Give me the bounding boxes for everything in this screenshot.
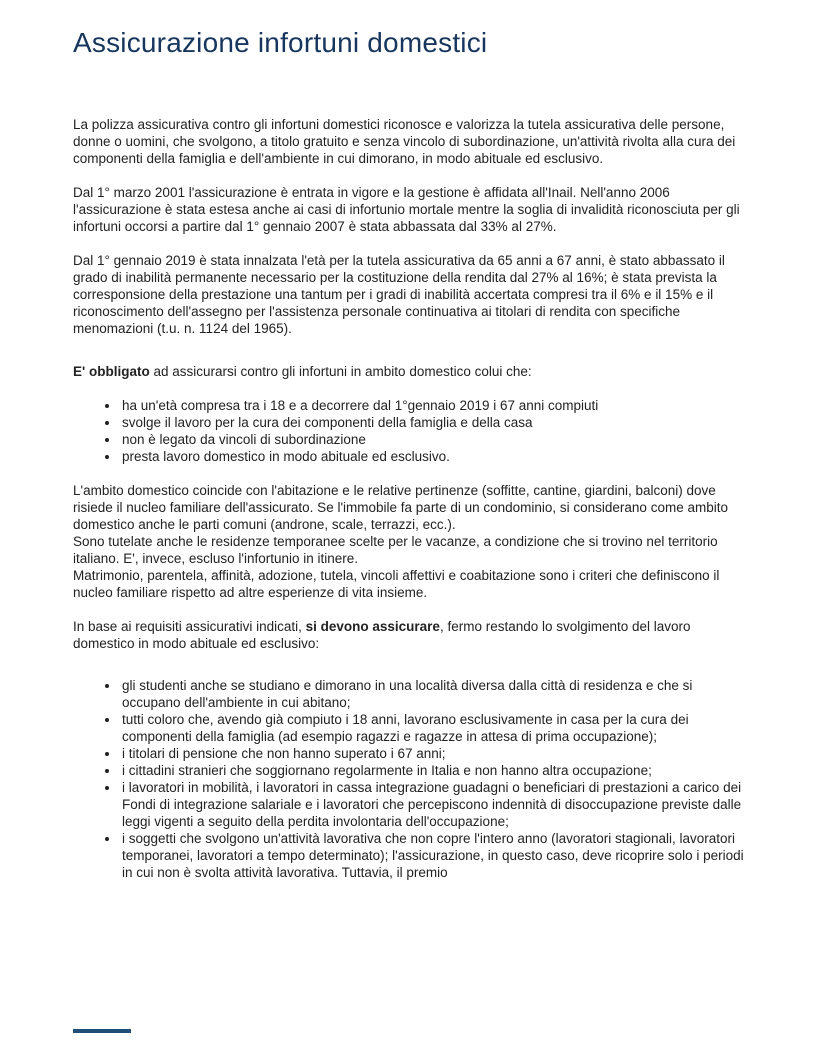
page-bottom-rule <box>73 1029 131 1033</box>
obligation-rest-text: ad assicurarsi contro gli infortuni in ambito domestico colui che: <box>149 364 532 379</box>
paragraph-domestic-scope <box>73 482 748 601</box>
list-item: • presta lavoro domestico in modo abituale ed esclusivo. <box>120 448 748 465</box>
list-item: • ha un'età compresa tra i 18 e a decorrere dal 1°gennaio 2019 i 67 anni compiuti <box>120 397 748 414</box>
list-item: • i titolari di pensione che non hanno superato i 67 anni; <box>120 745 748 762</box>
list-item: • i soggetti che svolgono un'attività lavorativa che non copre l'intero anno (lavoratori stagionali, lavoratori temporanei, lavoratori a tempo determinato); l'assicurazione, in questo caso, deve ricoprire solo i periodi in cui non è svolta attività lavorativa. Tuttavia, il premio <box>120 830 748 881</box>
must-insure-pre-text: In base ai requisiti assicurativi indicati, <box>73 619 306 634</box>
requirements-list <box>73 397 748 465</box>
page-title: Assicurazione infortuni domestici <box>73 27 488 58</box>
list-item: • svolge il lavoro per la cura dei componenti della famiglia e della casa <box>120 414 748 431</box>
list-item: • i cittadini stranieri che soggiornano regolarmente in Italia e non hanno altra occupazione; <box>120 762 748 779</box>
paragraph-intro: La polizza assicurativa contro gli infortuni domestici riconosce e valorizza la tutela assicurativa delle persone, donne o uomini, che svolgono, a titolo gratuito e senza vincolo di subordinazione, un'attività rivolta alla cura dei componenti della famiglia e dell'ambiente in cui dimorano, in modo abituale ed esclusivo. <box>73 117 736 166</box>
list-item: • tutti coloro che, avendo già compiuto i 18 anni, lavorano esclusivamente in casa per la cura dei componenti della famiglia (ad esempio ragazzi e ragazze in attesa di prima occupazione); <box>120 711 748 745</box>
paragraph-must-insure <box>73 618 748 652</box>
list-item: • gli studenti anche se studiano e dimorano in una località diversa dalla città di residenza e che si occupano dell'ambiente in cui abitano; <box>120 677 748 711</box>
must-insure-post-text: , fermo restando lo svolgimento del lavoro domestico in modo abituale ed esclusivo: <box>73 619 691 651</box>
domestic-scope-line-1: L'ambito domestico coincide con l'abitazione e le relative pertinenze (soffitte, cantine, giardini, balconi) dove risiede il nucleo familiare dell'assicurato. Se l'immobile fa parte di un condominio, si considerano come ambito domestico anche le parti comuni (androne, scale, terrazzi, ecc.). <box>73 483 728 532</box>
list-item: • i lavoratori in mobilità, i lavoratori in cassa integrazione guadagni o beneficiari di prestazioni a carico dei Fondi di integrazione salariale e i lavoratori che percepiscono indennità di disoccupazione previste dalle leggi vigenti a seguito della perdita involontaria dell'occupazione; <box>120 779 748 830</box>
must-insure-bold-text: si devono assicurare <box>305 619 440 634</box>
paragraph-obligation <box>73 363 748 380</box>
domestic-scope-line-2: Sono tutelate anche le residenze temporanee scelte per le vacanze, a condizione che si trovino nel territorio italiano. E', invece, escluso l'infortunio in itinere. <box>73 534 718 566</box>
paragraph-reform-2019: Dal 1° gennaio 2019 è stata innalzata l'età per la tutela assicurativa da 65 anni a 67 anni, è stato abbassato il grado di inabilità permanente necessario per la costituzione della rendita dal 27% al 16%; è stata prevista la corresponsione della prestazione una tantum per i gradi di inabilità accertata compresi tra il 6% e il 15% e il riconoscimento dell'assegno per l'assistenza personale continuativa ai titolari di rendita con specifiche menomazioni (t.u. n. 1124 del 1965). <box>73 253 725 336</box>
obligation-bold-text: E' obbligato <box>73 364 150 379</box>
domestic-scope-line-3: Matrimonio, parentela, affinità, adozione, tutela, vincoli affettivi e coabitazione sono i criteri che definiscono il nucleo familiare rispetto ad altre esperienze di vita insieme. <box>73 568 720 600</box>
paragraph-history: Dal 1° marzo 2001 l'assicurazione è entrata in vigore e la gestione è affidata all'Inail. Nell'anno 2006 l'assicurazione è stata estesa anche ai casi di infortunio mortale mentre la soglia di invalidità riconosciuta per gli infortuni occorsi a partire dal 1° gennaio 2007 è stata abbassata dal 33% al 27%. <box>73 185 740 234</box>
insured-categories-list <box>73 677 748 881</box>
list-item: • non è legato da vincoli di subordinazione <box>120 431 748 448</box>
